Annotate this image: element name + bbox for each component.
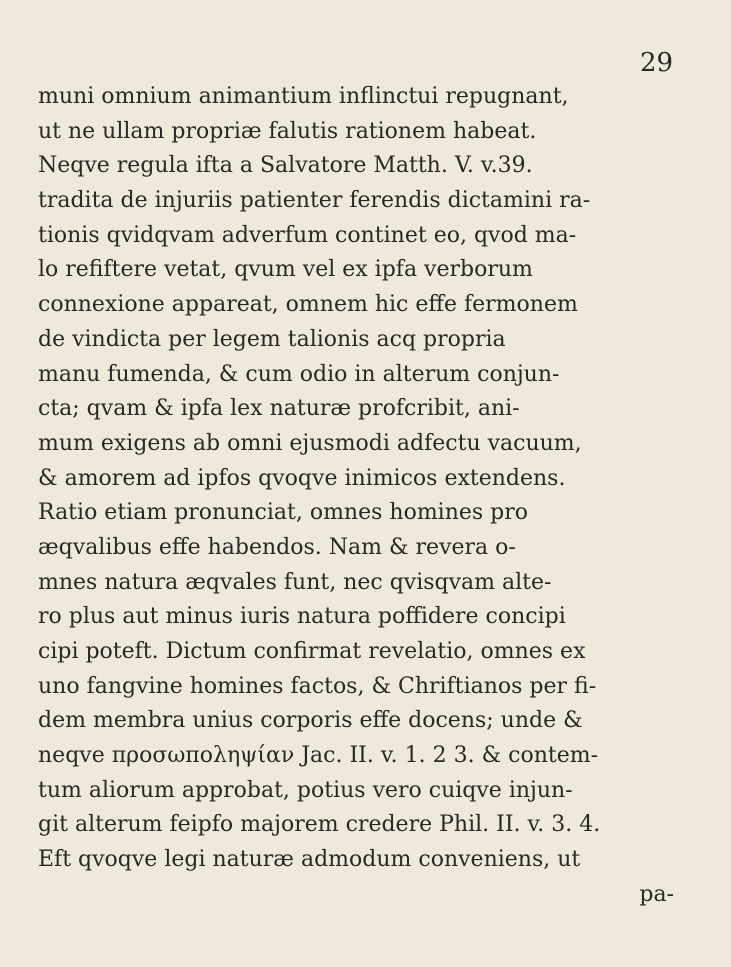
catchword: pa-: [639, 881, 674, 907]
text-line: Neqve regula ifta a Salvatore Matth. V. v.39.: [38, 153, 533, 179]
text-line: mum exigens ab omni ejusmodi adfectu vacuum,: [38, 430, 582, 456]
text-line: dem membra unius corporis effe docens; unde &: [38, 708, 583, 734]
text-line: ro plus aut minus iuris natura poffidere concipi: [38, 604, 566, 630]
text-line: æqvalibus effe habendos. Nam & revera o-: [38, 534, 516, 560]
text-line: de vindicta per legem talionis acq propria: [38, 326, 506, 352]
text-line: cta; qvam & ipfa lex naturæ profcribit, ani-: [38, 396, 520, 422]
text-line: cipi poteft. Dictum confirmat revelatio, omnes ex: [38, 639, 586, 664]
text-line: tionis qvidqvam adverfum continet eo, qvod ma-: [38, 222, 577, 248]
text-line: Ratio etiam pronunciat, omnes homines pro: [38, 500, 529, 526]
page-number: 29: [640, 48, 674, 78]
text-line: tradita de injuriis patienter ferendis dictamini ra-: [38, 188, 591, 214]
text-line: manu fumenda, & cum odio in alterum conjun-: [38, 361, 560, 387]
text-line: & amorem ad ipfos qvoqve inimicos extendens.: [38, 465, 566, 491]
text-line: ut ne ullam propriæ falutis rationem habeat.: [38, 118, 537, 144]
text-line: mnes natura æqvales funt, nec qvisqvam alte-: [38, 569, 552, 595]
text-line: lo refiftere vetat, qvum vel ex ipfa verborum: [38, 257, 533, 283]
text-line: tum aliorum approbat, potius vero cuiqve injun-: [38, 777, 573, 803]
text-line: connexione appareat, omnem hic effe fermonem: [38, 292, 578, 318]
text-line: Eft qvoqve legi naturæ admodum conveniens, ut: [38, 847, 581, 873]
text-line: git alterum feipfo majorem credere Phil. II. v. 3. 4.: [38, 812, 601, 838]
body-text: [38, 80, 714, 913]
text-line: muni omnium animantium inflinctui repugnant,: [38, 84, 569, 109]
text-line: uno fangvine homines factos, & Chriftianos per fi-: [38, 673, 597, 699]
text-line: neqve προσωποληψίαν Jac. II. v. 1. 2 3. & contem-: [38, 743, 599, 769]
